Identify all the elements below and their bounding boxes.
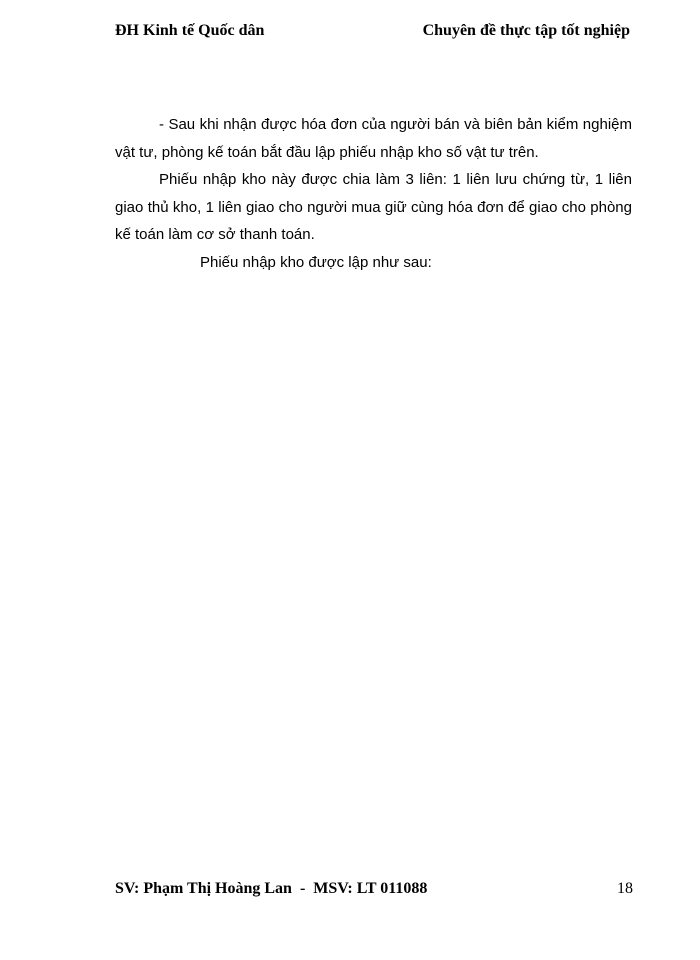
page-header: [115, 22, 630, 44]
page-number: 18: [617, 880, 633, 897]
paragraph-form-intro: Phiếu nhập kho được lập như sau:: [200, 253, 432, 271]
paragraph-invoice-received: - Sau khi nhận được hóa đơn của người bán và biên bản kiểm nghiệm vật tư, phòng kế toán bắt đầu lập phiếu nhập kho số vật tư trên.: [115, 116, 632, 161]
footer-student-info: SV: Phạm Thị Hoàng Lan - MSV: LT 011088: [115, 880, 428, 897]
header-university: ĐH Kinh tế Quốc dân: [115, 22, 265, 39]
header-report-title: Chuyên đề thực tập tốt nghiệp: [422, 22, 630, 39]
paragraph-copies: Phiếu nhập kho này được chia làm 3 liên: 1 liên lưu chứng từ, 1 liên giao thủ kho, 1 liên giao cho người mua giữ cùng hóa đơn để giao cho phòng kế toán làm cơ sở thanh toán.: [115, 171, 632, 243]
body-text: [115, 111, 632, 276]
page-footer: [115, 880, 633, 902]
